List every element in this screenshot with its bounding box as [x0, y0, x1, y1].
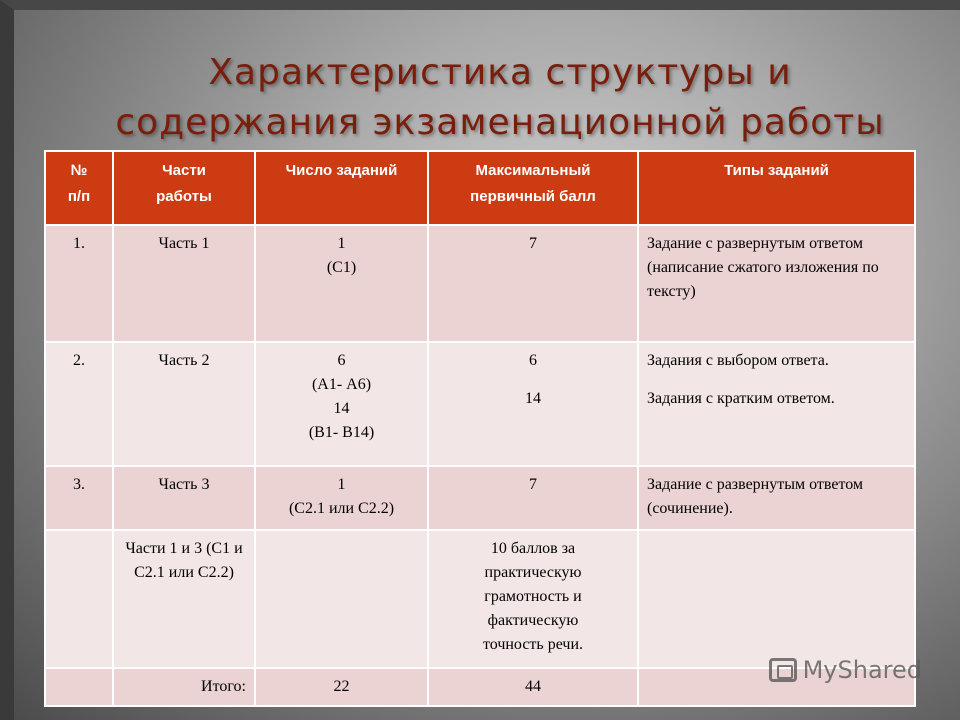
cell-score: 7 [428, 466, 638, 530]
cell-part: Часть 2 [113, 342, 255, 466]
cell-part: Часть 1 [113, 225, 255, 342]
cell-tasks: 6 (А1- А6) 14 (В1- В14) [255, 342, 428, 466]
cell-num [45, 668, 113, 706]
cell-types: Задание с развернутым ответом (написание сжатого изложения по тексту) [638, 225, 915, 342]
header-part: Части работы [113, 151, 255, 225]
cell-types [638, 530, 915, 668]
cell-tasks: 22 [255, 668, 428, 706]
header-num: № п/п [45, 151, 113, 225]
cell-score: 7 [428, 225, 638, 342]
cell-score: 44 [428, 668, 638, 706]
slide-title [60, 48, 940, 148]
cell-num: 3. [45, 466, 113, 530]
header-types: Типы заданий [638, 151, 915, 225]
cell-num: 2. [45, 342, 113, 466]
cell-tasks: 1 (С1) [255, 225, 428, 342]
myshared-logo-icon [769, 658, 797, 682]
cell-part: Часть 3 [113, 466, 255, 530]
cell-tasks [255, 530, 428, 668]
header-tasks: Число заданий [255, 151, 428, 225]
cell-types: Задания с выбором ответа. Задания с кратким ответом. [638, 342, 915, 466]
title-line-2: содержания экзаменационной работы [115, 102, 885, 143]
cell-score: 6 14 [428, 342, 638, 466]
table-row [45, 466, 915, 530]
watermark-text: MyShared [802, 656, 922, 684]
cell-part: Итого: [113, 668, 255, 706]
cell-num: 1. [45, 225, 113, 342]
cell-score: 10 баллов за практическую грамотность и фактическую точность речи. [428, 530, 638, 668]
header-score: Максимальный первичный балл [428, 151, 638, 225]
cell-num [45, 530, 113, 668]
exam-structure-table [44, 150, 916, 707]
table-row [45, 225, 915, 342]
cell-part: Части 1 и 3 (С1 и С2.1 или С2.2) [113, 530, 255, 668]
cell-types: Задание с развернутым ответом (сочинение). [638, 466, 915, 530]
table-header-row [45, 151, 915, 225]
table-row [45, 530, 915, 668]
cell-tasks: 1 (С2.1 или С2.2) [255, 466, 428, 530]
myshared-watermark [769, 656, 922, 684]
title-line-1: Характеристика структуры и [208, 52, 792, 93]
table-row [45, 342, 915, 466]
